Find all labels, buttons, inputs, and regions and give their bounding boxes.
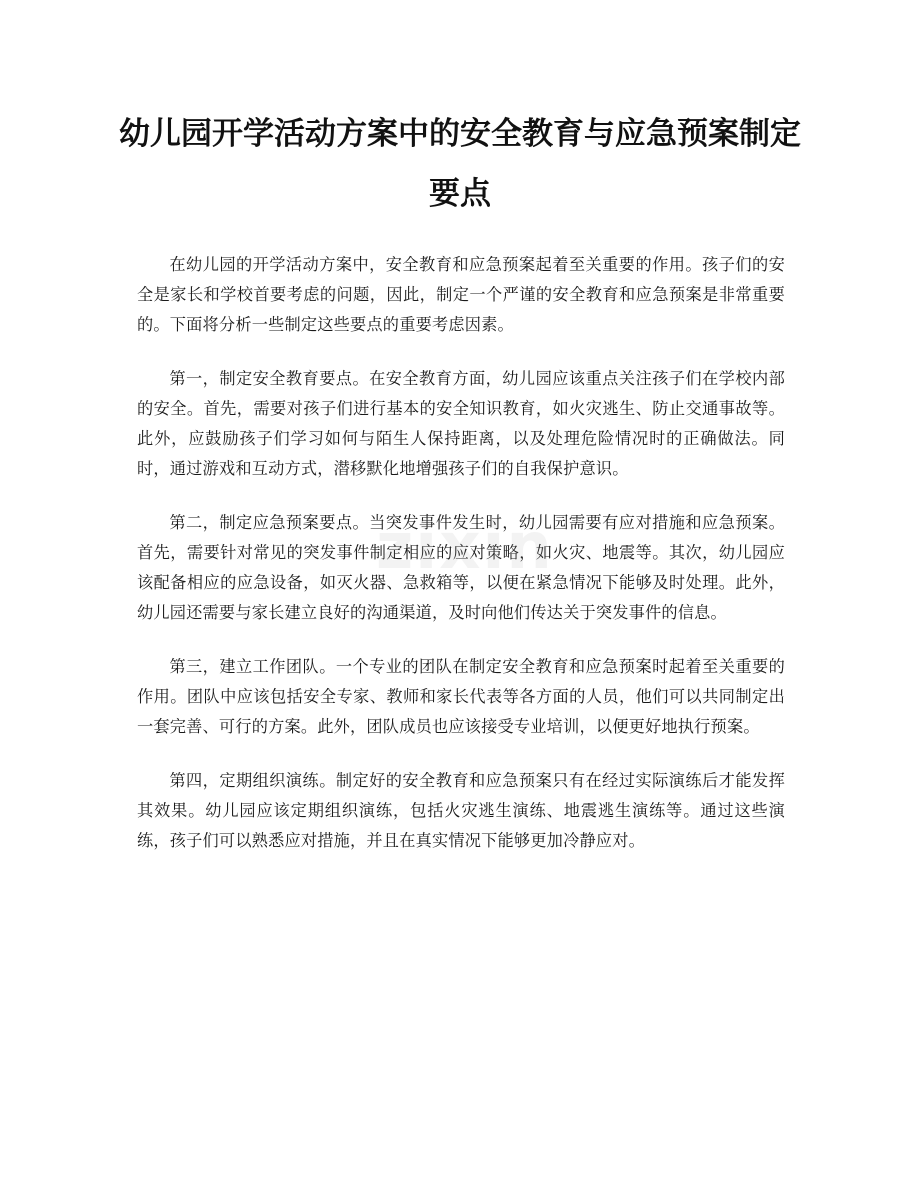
paragraph-drills: 第四，定期组织演练。制定好的安全教育和应急预案只有在经过实际演练后才能发挥其效果。幼儿园应该定期组织演练，包括火灾逃生演练、地震逃生演练等。通过这些演练，孩子们可以熟悉应对措施，并且在真实情况下能够更加冷静应对。: [137, 771, 785, 850]
watermark: zixin: [376, 510, 554, 584]
paragraph-intro: 在幼儿园的开学活动方案中，安全教育和应急预案起着至关重要的作用。孩子们的安全是家长和学校首要考虑的问题，因此，制定一个严谨的安全教育和应急预案是非常重要的。下面将分析一些制定这些要点的重要考虑因素。: [137, 255, 785, 334]
paragraph-safety-education: 第一，制定安全教育要点。在安全教育方面，幼儿园应该重点关注孩子们在学校内部的安全。首先，需要对孩子们进行基本的安全知识教育，如火灾逃生、防止交通事故等。此外，应鼓励孩子们学习如何与陌生人保持距离，以及处理危险情况时的正确做法。同时，通过游戏和互动方式，潜移默化地增强孩子们的自我保护意识。: [137, 369, 785, 478]
paragraph-work-team: 第三，建立工作团队。一个专业的团队在制定安全教育和应急预案时起着至关重要的作用。团队中应该包括安全专家、教师和家长代表等各方面的人员，他们可以共同制定出一套完善、可行的方案。此外，团队成员也应该接受专业培训，以便更好地执行预案。: [137, 657, 785, 736]
paragraph-emergency-plan: 第二，制定应急预案要点。当突发事件发生时，幼儿园需要有应对措施和应急预案。首先，需要针对常见的突发事件制定相应的应对策略，如火灾、地震等。其次，幼儿园应该配备相应的应急设备，如灭火器、急救箱等，以便在紧急情况下能够及时处理。此外，幼儿园还需要与家长建立良好的沟通渠道，及时向他们传达关于突发事件的信息。: [137, 513, 785, 622]
document-body: [137, 250, 785, 880]
page-title: 幼儿园开学活动方案中的安全教育与应急预案制定要点: [119, 116, 801, 212]
